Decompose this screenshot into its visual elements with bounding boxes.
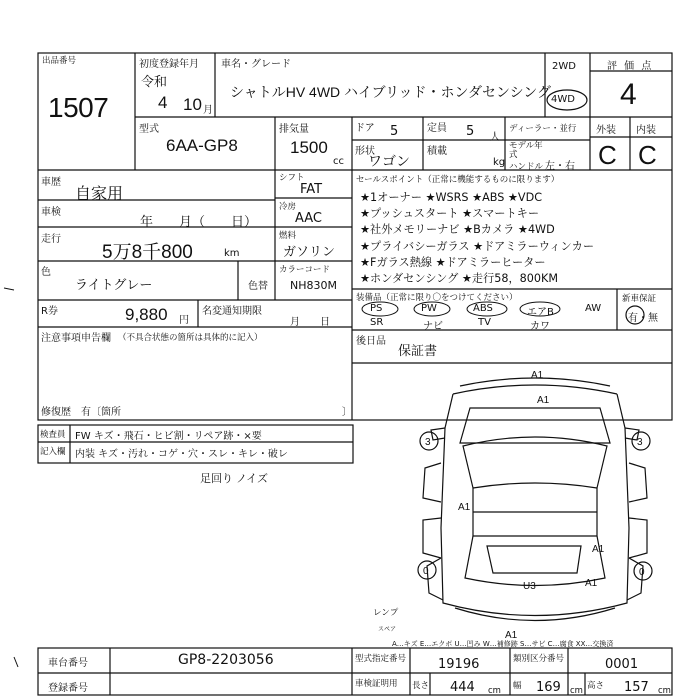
type-label: 型式 xyxy=(139,124,159,135)
inspector-row-1: FW キズ・飛石・ヒビ割・リペア跡・×要 xyxy=(75,431,262,442)
sales-point: ★ホンダセンシング ★走行58，800KM xyxy=(360,272,559,286)
equip-aw: AW xyxy=(585,303,602,314)
notes-label: 注意事項申告欄 xyxy=(41,333,111,344)
doors-value: 5 xyxy=(390,124,399,139)
month-unit: 月 xyxy=(203,105,213,116)
inspector-label-2: 記入欄 xyxy=(40,447,66,457)
notes-sub: （不具合状態の箇所は具体的に記入） xyxy=(118,333,263,343)
drive-4wd: 4WD xyxy=(551,94,575,105)
sales-point: ★プライバシーガラス ★ドアミラーウィンカー xyxy=(360,239,595,253)
mark-rear-right: A1 xyxy=(585,578,598,589)
chassis-label: 車台番号 xyxy=(48,658,88,669)
ac-label: 冷房 xyxy=(279,202,297,212)
spare-tag: レンプ xyxy=(373,608,399,618)
fuel-label: 燃料 xyxy=(279,231,297,241)
height-value: 157 xyxy=(624,680,649,695)
score-value: 4 xyxy=(620,78,637,111)
shape-value: ワゴン xyxy=(368,153,410,169)
shift-value: FAT xyxy=(300,182,323,197)
mark-front-right-wheel: 3 xyxy=(637,437,643,448)
warranty-value: 有・無 xyxy=(628,313,658,324)
color-value: ライトグレー xyxy=(75,278,153,293)
width-unit: cm xyxy=(570,686,583,696)
load-label: 積載 xyxy=(427,146,447,157)
recycle-value: 9,880 xyxy=(125,305,168,324)
shift-label: シフト xyxy=(279,173,305,183)
handle-label: ハンドル xyxy=(509,162,544,172)
model-name-label: 車名・グレード xyxy=(221,59,291,70)
capacity-unit: 人 xyxy=(490,132,500,143)
inspector-label-1: 検査員 xyxy=(40,430,66,440)
equip-tv: TV xyxy=(478,317,491,328)
reg-label: 登録番号 xyxy=(48,683,88,694)
ac-value: AAC xyxy=(295,211,322,226)
spare-label: スペア xyxy=(378,626,397,633)
mark-front-left-wheel: 3 xyxy=(425,437,431,448)
drive-2wd: 2WD xyxy=(552,61,576,72)
class-label: 類別区分番号 xyxy=(513,654,565,664)
car-damage-diagram xyxy=(405,368,665,643)
handle-options: 左・右 xyxy=(545,161,575,172)
equip-ps: PS xyxy=(370,303,383,314)
exterior-grade: C xyxy=(598,140,617,170)
shape-label: 形状 xyxy=(355,146,375,157)
model-name: シャトルHV 4WD ハイブリッド・ホンダセンシング xyxy=(230,84,551,100)
fuel-value: ガソリン xyxy=(283,245,336,260)
damage-legend: A…キズ E…エクボ U…凹み W…補修跡 S…サビ C…腐食 XX…交換済 xyxy=(392,640,614,648)
equip-pw: PW xyxy=(421,303,437,314)
type-value: 6AA-GP8 xyxy=(166,136,238,155)
interior-label: 内装 xyxy=(636,125,656,136)
lot-number: 1507 xyxy=(48,92,109,123)
capacity-value: 5 xyxy=(466,124,475,139)
mark-rear-left-wheel: 0 xyxy=(423,566,429,577)
reg-month: 10 xyxy=(183,95,202,114)
sales-point: ★プッシュスタート ★スマートキー xyxy=(360,207,540,221)
mark-rear-right-wheel: 0 xyxy=(639,567,645,578)
length-value: 444 xyxy=(450,680,475,695)
equip-abs: ABS xyxy=(473,303,493,314)
chassis-value: GP8-2203056 xyxy=(178,652,274,668)
equip-navi: ナビ xyxy=(423,321,443,332)
inspection-value: 年 月（ 日） xyxy=(140,215,258,230)
history-label: 車歴 xyxy=(41,177,61,188)
recycle-unit: 円 xyxy=(179,315,189,326)
class-value: 0001 xyxy=(605,657,639,672)
repair-close: 〕 xyxy=(342,407,352,418)
notice-label: 名変通知期限 xyxy=(202,306,262,317)
height-unit: cm xyxy=(658,686,671,696)
doors-label: ドア xyxy=(355,123,375,134)
model-year-label: モデル年式 xyxy=(509,141,543,160)
sales-point: ★Fガラス熱線 ★ドアミラーヒーター xyxy=(360,255,546,269)
history-value: 自家用 xyxy=(75,186,124,203)
width-value: 169 xyxy=(536,680,561,695)
warranty-label: 新車保証 xyxy=(622,294,657,304)
mark-front: A1 xyxy=(531,370,544,381)
mileage-unit: km xyxy=(224,248,240,259)
mark-hood: A1 xyxy=(537,395,550,406)
color-code-label: カラーコード xyxy=(279,265,331,275)
mark-right-door: A1 xyxy=(592,544,605,555)
type-no-value: 19196 xyxy=(438,657,480,672)
displacement-unit: cc xyxy=(333,156,344,167)
sales-point: ★1オーナー ★WSRS ★ABS ★VDC xyxy=(360,191,543,204)
after-sales-value: 保証書 xyxy=(398,344,438,359)
sales-point: ★社外メモリーナビ ★Bカメラ ★4WD xyxy=(360,223,555,237)
reg-year: 4 xyxy=(158,93,168,112)
equip-leather: カワ xyxy=(530,321,550,332)
era: 令和 xyxy=(141,75,168,90)
equipment-label: 装備品（正常に限り〇をつけてください） xyxy=(356,293,518,303)
color-code-value: NH830M xyxy=(290,279,337,292)
first-reg-label: 初度登録年月 xyxy=(139,59,199,70)
length-label: 長さ xyxy=(412,681,430,691)
equip-sr: SR xyxy=(370,317,384,328)
type-no-label: 型式指定番号 xyxy=(355,654,407,664)
dealer-label: ディーラー・並行 xyxy=(509,124,577,134)
repair-label: 修復歴 有〔箇所 xyxy=(41,407,121,418)
mark-rear-bumper: A1 xyxy=(505,630,518,641)
exterior-label: 外装 xyxy=(596,125,616,136)
mileage-label: 走行 xyxy=(41,234,61,245)
recycle-label: R券 xyxy=(41,306,58,317)
after-sales-label: 後日品 xyxy=(356,336,386,347)
height-label: 高さ xyxy=(587,681,605,691)
inspection-label: 車検 xyxy=(41,207,61,218)
interior-grade: C xyxy=(638,140,657,170)
mileage-value: 5万8千800 xyxy=(102,242,193,263)
equip-airbag: エアB xyxy=(527,307,554,318)
inspector-row-2: 内装 キズ・汚れ・コゲ・穴・スレ・キレ・破レ xyxy=(75,449,288,460)
sales-label: セールスポイント（正常に機能するものに限ります） xyxy=(356,175,560,185)
color-no-label: 色替 xyxy=(248,281,268,292)
cert-label: 車検証明用 xyxy=(355,679,398,689)
mark-left-door: A1 xyxy=(458,502,471,513)
length-unit: cm xyxy=(488,686,501,696)
score-label: 評 価 点 xyxy=(607,61,654,72)
notice-value: 月 日 xyxy=(290,317,330,328)
inspector-handwritten: 足回り ノイズ xyxy=(200,473,268,485)
displacement-value: 1500 xyxy=(290,138,328,157)
capacity-label: 定員 xyxy=(427,123,447,134)
sales-points xyxy=(360,190,594,287)
displacement-label: 排気量 xyxy=(279,124,309,135)
width-label: 幅 xyxy=(513,681,522,691)
load-unit: kg xyxy=(493,157,506,168)
color-label: 色 xyxy=(41,267,51,278)
lot-label: 出品番号 xyxy=(42,56,77,66)
mark-rear: U3 xyxy=(523,581,536,592)
